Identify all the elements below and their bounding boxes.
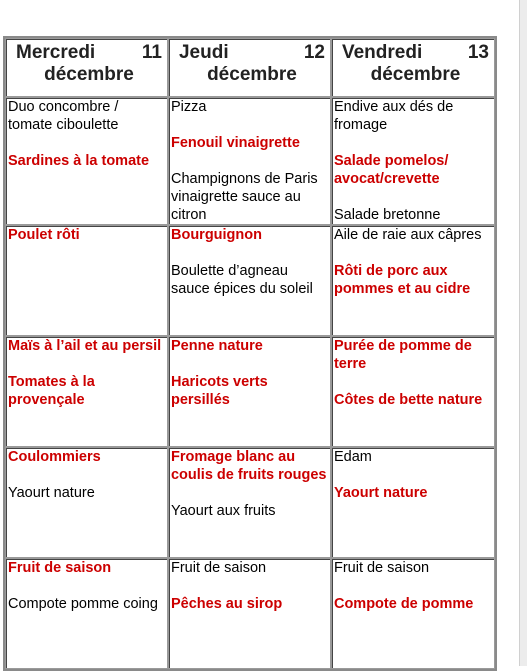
day-month: décembre [207, 64, 297, 85]
menu-row-dessert [5, 558, 495, 669]
menu-item: Fenouil vinaigrette [170, 135, 300, 151]
top-strip [0, 0, 527, 24]
menu-item: Bourguignon [170, 227, 262, 243]
menu-item: Champignons de Paris vinaigrette sauce au citron [170, 171, 318, 223]
menu-item: Maïs à l’ail et au persil [8, 338, 162, 354]
menu-item: Fromage blanc au coulis de fruits rouges [170, 449, 327, 483]
menu-item: Salade bretonne [333, 207, 441, 223]
menu-item: Pizza [170, 99, 207, 115]
menu-cell-main-dish-thursday [168, 225, 331, 336]
menu-cell-dairy-friday [331, 447, 495, 558]
menu-cell-side-dish-thursday [168, 336, 331, 447]
menu-item: Coulommiers [8, 449, 101, 465]
menu-row-dairy [5, 447, 495, 558]
menu-item: Fruit de saison [8, 560, 112, 576]
menu-item: Duo concombre / tomate ciboulette [8, 99, 119, 133]
menu-item: Tomates à la provençale [8, 374, 95, 408]
menu-item: Yaourt nature [8, 485, 95, 501]
menu-row-starter [5, 97, 495, 225]
menu-item: Compote pomme coing [8, 596, 158, 612]
menu-cell-side-dish-friday [331, 336, 495, 447]
day-month: décembre [44, 64, 134, 85]
menu-item: Penne nature [170, 338, 263, 354]
menu-cell-starter-wednesday [5, 97, 168, 225]
menu-cell-dairy-thursday [168, 447, 331, 558]
day-header-thursday [168, 38, 331, 97]
day-name: Mercredi [16, 42, 96, 63]
day-name: Vendredi [341, 42, 423, 63]
menu-row-main-dish [5, 225, 495, 336]
menu-item: Compote de pomme [333, 596, 474, 612]
menu-cell-side-dish-wednesday [5, 336, 168, 447]
menu-item: Rôti de porc aux pommes et au cidre [333, 263, 471, 297]
header-row [5, 38, 495, 97]
menu-item: Boulette d’agneau sauce épices du soleil [170, 263, 313, 297]
menu-header [5, 38, 495, 97]
menu-item: Aile de raie aux câpres [333, 227, 482, 243]
menu-item: Edam [333, 449, 372, 465]
menu-item: Pêches au sirop [170, 596, 283, 612]
day-name: Jeudi [178, 42, 229, 63]
menu-cell-starter-friday [331, 97, 495, 225]
day-number: 11 [141, 42, 162, 63]
day-number: 13 [467, 42, 489, 63]
day-header-wednesday [5, 38, 168, 97]
day-number: 12 [303, 42, 325, 63]
menu-cell-dessert-thursday [168, 558, 331, 669]
menu-item: Salade pomelos/ avocat/crevette [333, 153, 449, 187]
menu-item: Sardines à la tomate [8, 153, 150, 169]
menu-item: Côtes de bette nature [333, 392, 483, 408]
day-header-friday [331, 38, 495, 97]
menu-item: Haricots verts persillés [170, 374, 268, 408]
menu-cell-dessert-wednesday [5, 558, 168, 669]
menu-table [3, 36, 497, 671]
menu-cell-main-dish-wednesday [5, 225, 168, 336]
menu-row-side-dish [5, 336, 495, 447]
menu-item: Fruit de saison [170, 560, 267, 576]
menu-cell-main-dish-friday [331, 225, 495, 336]
menu-cell-dairy-wednesday [5, 447, 168, 558]
menu-item: Purée de pomme de terre [333, 338, 472, 372]
menu-item: Endive aux dés de fromage [333, 99, 454, 133]
menu-body [5, 97, 495, 669]
window-scrollbar[interactable] [519, 0, 527, 666]
menu-item: Fruit de saison [333, 560, 430, 576]
day-month: décembre [370, 64, 461, 85]
menu-item: Yaourt nature [333, 485, 428, 501]
menu-item: Yaourt aux fruits [170, 503, 276, 519]
menu-item: Poulet rôti [8, 227, 80, 243]
menu-cell-starter-thursday [168, 97, 331, 225]
menu-cell-dessert-friday [331, 558, 495, 669]
